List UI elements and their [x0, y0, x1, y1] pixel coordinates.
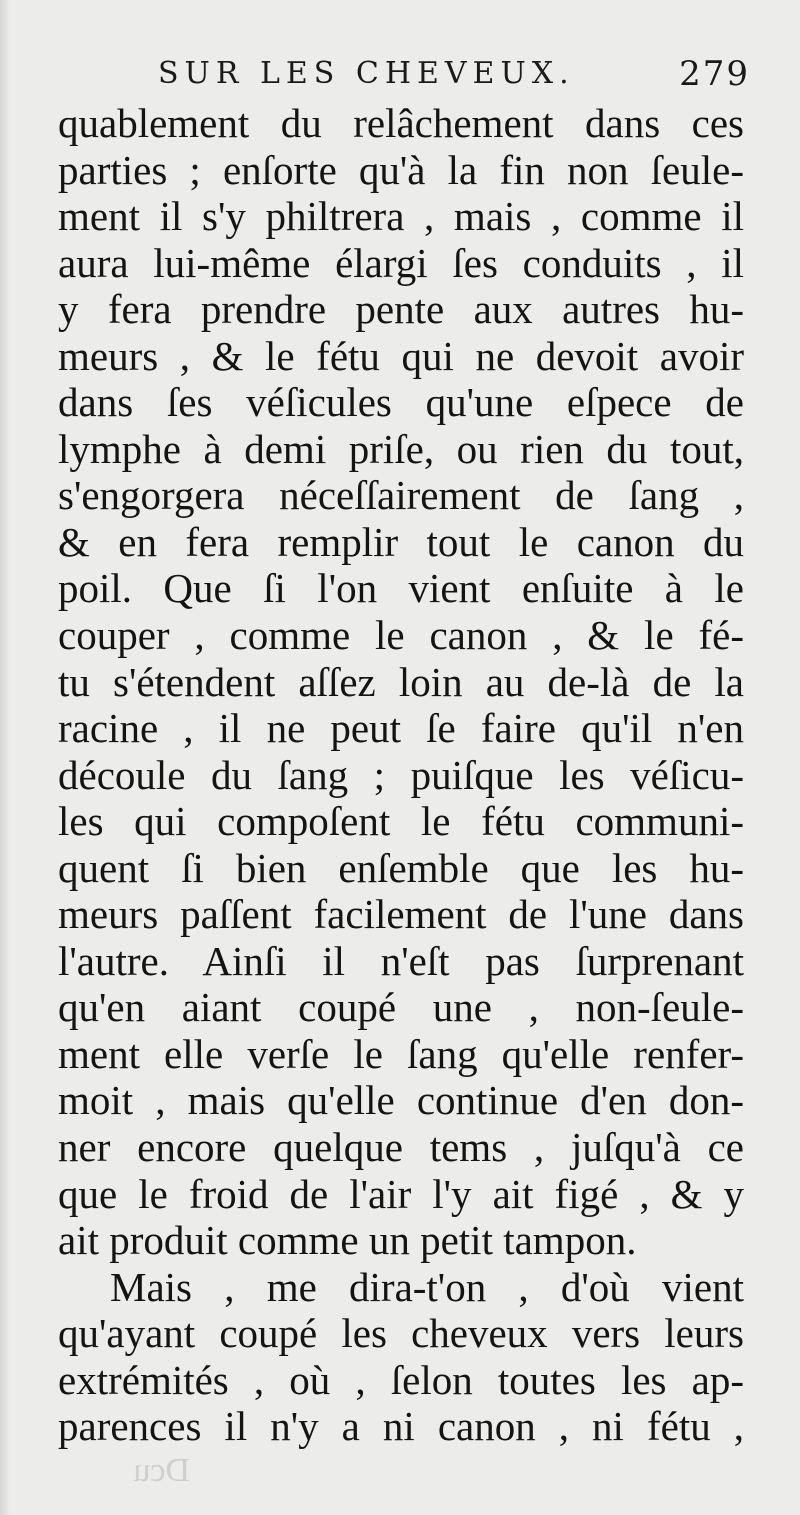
running-head [150, 52, 750, 96]
text-line: quent ſi bien enſemble que les hu- [58, 844, 744, 891]
text-line: les qui compoſent le fétu communi- [58, 798, 744, 845]
paragraph-start-line: Mais , me dira-t'on , d'où vient [110, 1263, 744, 1310]
text-line: qu'en aiant coupé une , non-ſeule- [58, 984, 744, 1031]
text-line: découle du ſang ; puiſque les véſicu- [58, 751, 744, 798]
text-line: parences il n'y a ni canon , ni fétu , [58, 1403, 744, 1450]
text-line: lymphe à demi priſe, ou rien du tout, [58, 425, 744, 472]
text-line: tu s'étendent aſſez loin au de-là de la [58, 658, 744, 705]
text-line: aura lui-même élargi ſes conduits , il [58, 239, 744, 286]
text-line: parties ; enſorte qu'à la fin non ſeule- [58, 146, 744, 193]
text-line: meurs , & le fétu qui ne devoit avoir [58, 332, 744, 379]
text-line: meurs paſſent facilement de l'une dans [58, 891, 744, 938]
text-line: que le froid de l'air l'y ait figé , & y [58, 1170, 744, 1217]
text-line: ment elle verſe le ſang qu'elle renfer- [58, 1030, 744, 1077]
text-line: s'engorgera néceſſairement de ſang , [58, 472, 744, 519]
text-line: quablement du relâchement dans ces [58, 100, 744, 146]
text-line: dans ſes véſicules qu'une eſpece de [58, 379, 744, 426]
text-line: racine , il ne peut ſe faire qu'il n'en [58, 705, 744, 752]
text-line: y fera prendre pente aux autres hu- [58, 286, 744, 333]
show-through-catchword: Dcu [133, 1452, 190, 1489]
text-line: ment il s'y philtrera , mais , comme il [58, 193, 744, 240]
text-line: l'autre. Ainſi il n'eſt pas ſurprenant [58, 937, 744, 984]
text-line: qu'ayant coupé les cheveux vers leurs [58, 1310, 744, 1357]
text-line: extrémités , où , ſelon toutes les ap- [58, 1356, 744, 1403]
page-number: 279 [679, 54, 750, 94]
text-line: couper , comme le canon , & le fé- [58, 612, 744, 659]
text-line: poil. Que ſi l'on vient enſuite à le [58, 565, 744, 612]
text-line: ner encore quelque tems , juſqu'à ce [58, 1124, 744, 1171]
body-text [58, 100, 744, 1450]
running-head-title: SUR LES CHEVEUX. [158, 56, 575, 91]
paragraph-end-line: ait produit comme un petit tampon. [58, 1217, 637, 1264]
text-line: & en fera remplir tout le canon du [58, 518, 744, 565]
paper-edge [0, 0, 10, 1515]
text-line: moit , mais qu'elle continue d'en don- [58, 1077, 744, 1124]
